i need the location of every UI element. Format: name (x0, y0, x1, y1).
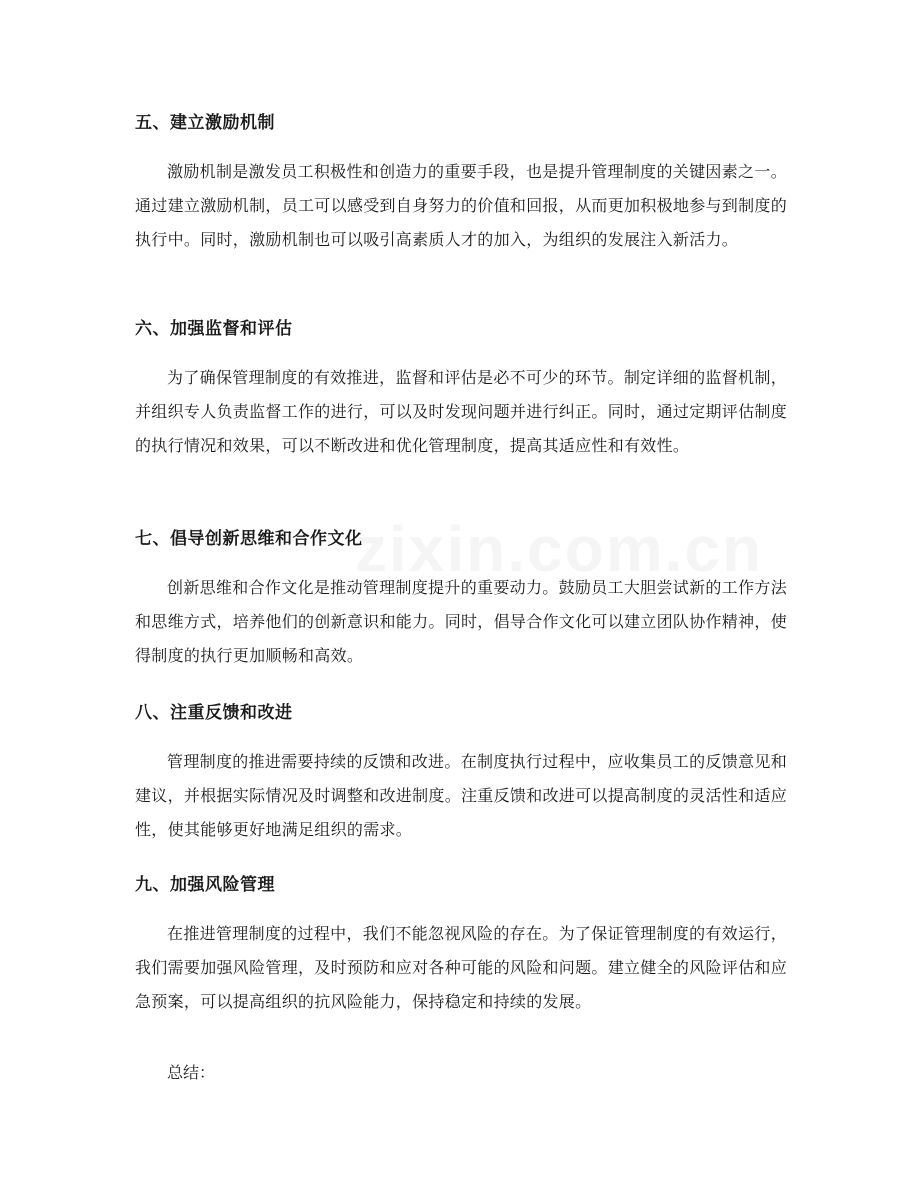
section-heading: 八、注重反馈和改进 (135, 703, 293, 723)
section-paragraph: 管理制度的推进需要持续的反馈和改进。在制度执行过程中，应收集员工的反馈意见和建议，并根据实际情况及时调整和改进制度。注重反馈和改进可以提高制度的灵活性和适应性，使其能够更好地满足组织的需求。 (135, 752, 788, 839)
section-heading: 五、建立激励机制 (135, 113, 275, 133)
section-9 (135, 872, 787, 1019)
section-paragraph: 为了确保管理制度的有效推进，监督和评估是必不可少的环节。制定详细的监督机制，并组织专人负责监督工作的进行，可以及时发现问题并进行纠正。同时，通过定期评估制度的执行情况和效果，可以不断改进和优化管理制度，提高其适应性和有效性。 (135, 368, 788, 455)
watermark: zixin.com.cn (355, 513, 764, 585)
section-paragraph: 创新思维和合作文化是推动管理制度提升的重要动力。鼓励员工大胆尝试新的工作方法和思维方式，培养他们的创新意识和能力。同时，倡导合作文化可以建立团队协作精神，使得制度的执行更加顺畅和高效。 (135, 578, 788, 665)
section-heading: 九、加强风险管理 (135, 875, 275, 895)
section-8 (135, 700, 787, 847)
section-paragraph: 在推进管理制度的过程中，我们不能忽视风险的存在。为了保证管理制度的有效运行，我们需要加强风险管理，及时预防和应对各种可能的风险和问题。建立健全的风险评估和应急预案，可以提高组织的抗风险能力，保持稳定和持续的发展。 (135, 924, 788, 1011)
section-7 (135, 526, 787, 673)
section-heading: 六、加强监督和评估 (135, 319, 293, 339)
section-heading: 七、倡导创新思维和合作文化 (135, 529, 363, 549)
summary-label: 总结： (167, 1063, 216, 1082)
section-paragraph: 激励机制是激发员工积极性和创造力的重要手段，也是提升管理制度的关键因素之一。通过建立激励机制，员工可以感受到自身努力的价值和回报，从而更加积极地参与到制度的执行中。同时，激励机制也可以吸引高素质人才的加入，为组织的发展注入新活力。 (135, 162, 788, 249)
section-5 (135, 110, 787, 257)
section-6 (135, 316, 787, 463)
